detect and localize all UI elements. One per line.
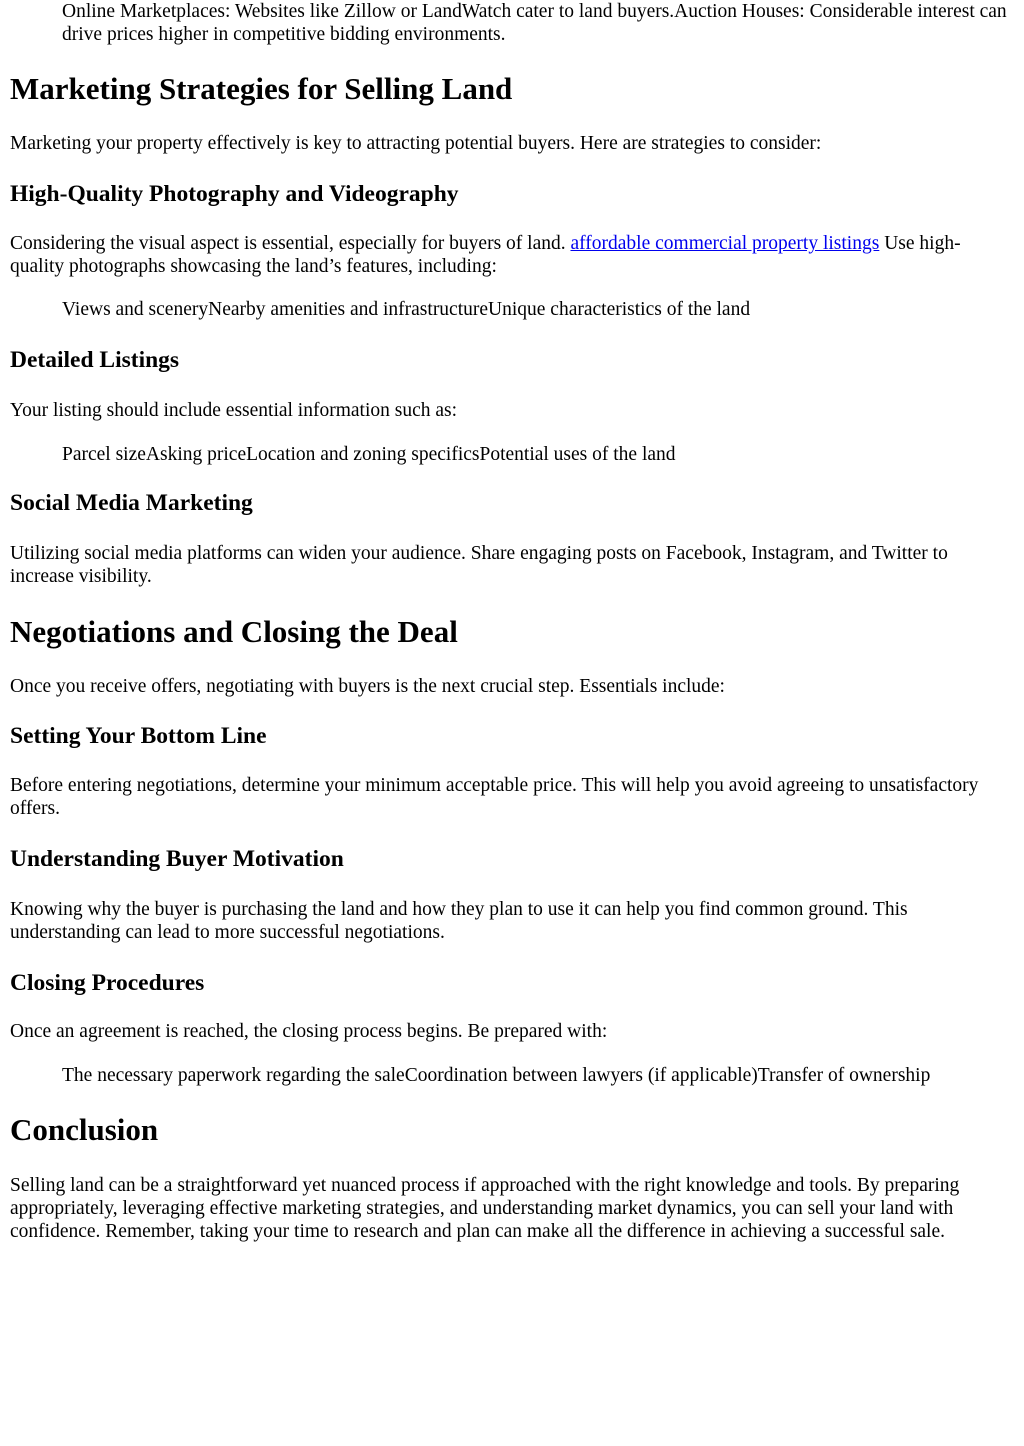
photography-heading: High-Quality Photography and Videography bbox=[10, 181, 459, 207]
buyer-motivation-heading: Understanding Buyer Motivation bbox=[10, 846, 344, 872]
marketing-heading: Marketing Strategies for Selling Land bbox=[10, 71, 513, 106]
conclusion-heading: Conclusion bbox=[10, 1112, 159, 1147]
social-media-heading: Social Media Marketing bbox=[10, 490, 253, 516]
social-media-text: Utilizing social media platforms can widen your audience. Share engaging posts on Facebook, Instagram, and Twitter to increase visibility. bbox=[10, 543, 948, 587]
detailed-listings-heading: Detailed Listings bbox=[10, 347, 180, 373]
bottom-line-heading: Setting Your Bottom Line bbox=[10, 723, 267, 749]
closing-items-list: The necessary paperwork regarding the saleCoordination between lawyers (if applicable)Transfer of ownership bbox=[62, 1065, 931, 1086]
closing-procedures-text: Once an agreement is reached, the closing process begins. Be prepared with: bbox=[10, 1021, 608, 1042]
photography-features-list: Views and sceneryNearby amenities and infrastructureUnique characteristics of the land bbox=[62, 299, 751, 320]
buyer-motivation-text: Knowing why the buyer is purchasing the land and how they plan to use it can help you find common ground. This understanding can lead to more successful negotiations. bbox=[10, 899, 908, 943]
photography-paragraph bbox=[10, 232, 1014, 278]
commercial-listings-link[interactable]: affordable commercial property listings bbox=[570, 233, 880, 254]
marketplaces-list: Online Marketplaces: Websites like Zillow or LandWatch cater to land buyers.Auction Houses: Considerable interest can drive prices higher in competitive bidding environments. bbox=[62, 1, 1007, 45]
marketing-intro: Marketing your property effectively is key to attracting potential buyers. Here are strategies to consider: bbox=[10, 133, 822, 154]
negotiations-heading: Negotiations and Closing the Deal bbox=[10, 614, 458, 649]
closing-procedures-heading: Closing Procedures bbox=[10, 970, 205, 996]
photography-text-before: Considering the visual aspect is essential, especially for buyers of land. bbox=[10, 233, 571, 254]
photography-text-after: Use high-quality photographs showcasing the land’s features, including: bbox=[10, 233, 961, 277]
detailed-listings-text: Your listing should include essential information such as: bbox=[10, 400, 458, 421]
negotiations-intro: Once you receive offers, negotiating with buyers is the next crucial step. Essentials include: bbox=[10, 676, 725, 697]
bottom-line-text: Before entering negotiations, determine your minimum acceptable price. This will help you avoid agreeing to unsatisfactory offers. bbox=[10, 775, 979, 819]
listing-info-list: Parcel sizeAsking priceLocation and zoning specificsPotential uses of the land bbox=[62, 444, 676, 465]
conclusion-text: Selling land can be a straightforward yet nuanced process if approached with the right knowledge and tools. By preparing appropriately, leveraging effective marketing strategies, and understanding market dynamics, you can sell your land with confidence. Remember, taking your time to research and plan can make all the difference in achieving a successful sale. bbox=[10, 1175, 960, 1242]
